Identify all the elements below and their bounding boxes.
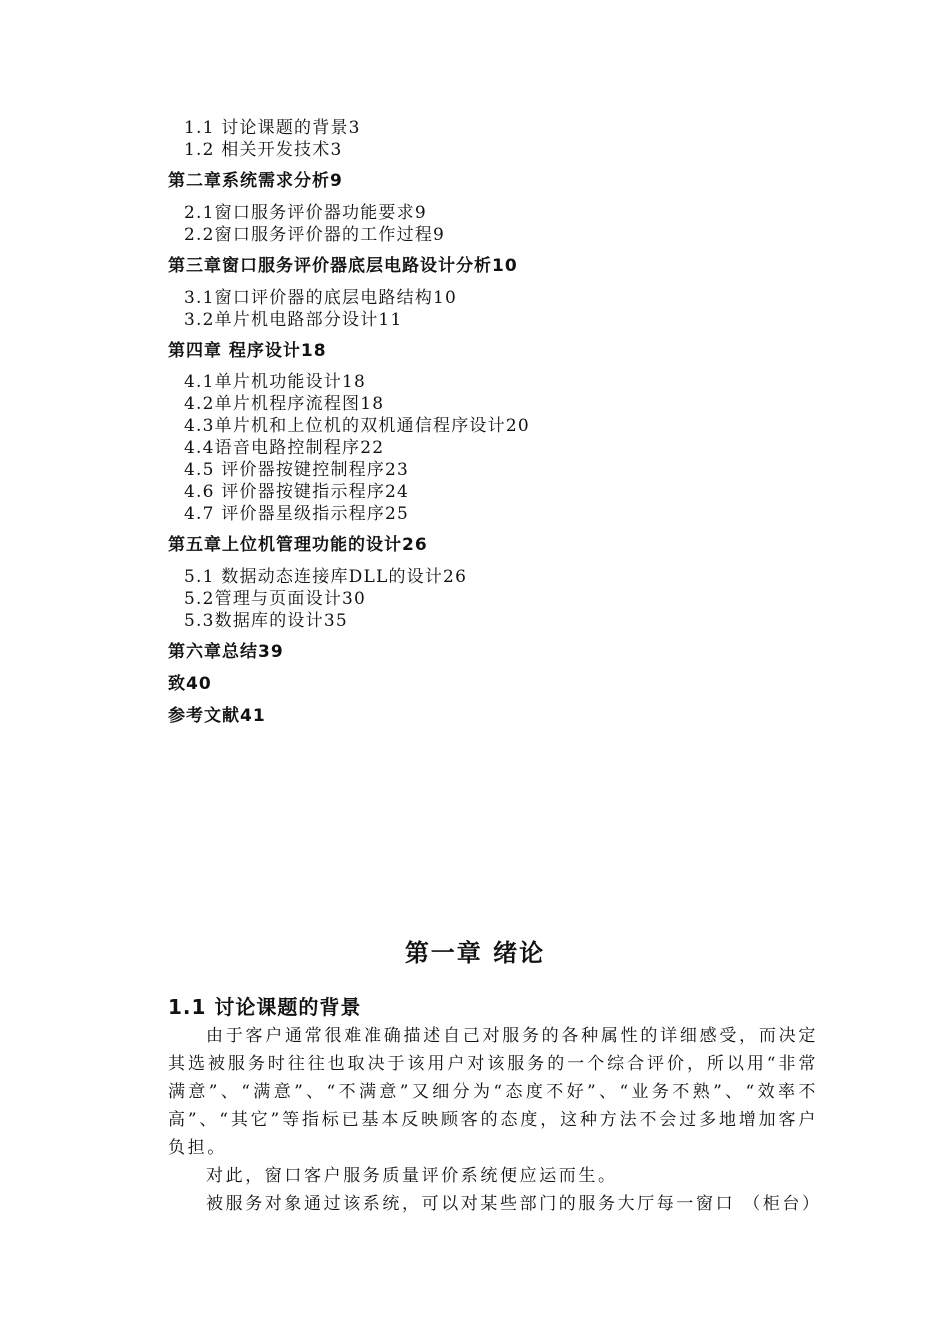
toc-entry-4-2[interactable]: 4.2单片机程序流程图18	[184, 394, 385, 414]
toc-entry-4-5[interactable]: 4.5 评价器按键控制程序23	[184, 460, 410, 480]
toc-entry-5-1[interactable]: 5.1 数据动态连接库DLL的设计26	[184, 567, 468, 587]
toc-entry-5-3[interactable]: 5.3数据库的设计35	[184, 611, 348, 631]
section-title: 1.1 讨论课题的背景	[168, 995, 362, 1019]
toc-entry-2-1[interactable]: 2.1窗口服务评价器功能要求9	[184, 203, 427, 223]
toc-entry-4-6[interactable]: 4.6 评价器按键指示程序24	[184, 482, 410, 502]
toc-chapter-5[interactable]: 第五章上位机管理功能的设计26	[168, 535, 428, 555]
paragraph: 对此，窗口客户服务质量评价系统便应运而生。	[206, 1166, 618, 1186]
toc-entry-4-1[interactable]: 4.1单片机功能设计18	[184, 372, 367, 392]
toc-entry-4-3[interactable]: 4.3单片机和上位机的双机通信程序设计20	[184, 416, 530, 436]
section-body	[168, 1022, 822, 1218]
toc-references[interactable]: 参考文献41	[168, 706, 266, 726]
toc-entry-5-2[interactable]: 5.2管理与页面设计30	[184, 589, 367, 609]
toc-chapter-4[interactable]: 第四章 程序设计18	[168, 341, 327, 361]
toc-chapter-2[interactable]: 第二章系统需求分析9	[168, 171, 343, 191]
toc-chapter-3[interactable]: 第三章窗口服务评价器底层电路设计分析10	[168, 256, 518, 276]
toc-entry-3-1[interactable]: 3.1窗口评价器的底层电路结构10	[184, 288, 458, 308]
toc-chapter-6[interactable]: 第六章总结39	[168, 642, 284, 662]
paragraph: 由于客户通常很难准确描述自己对服务的各种属性的详细感受，而决定其选被服务时往往也取决于该用户对该服务的一个综合评价，所以用“非常满意”、“满意”、“不满意”又细分为“态度不好”、“业务不熟”、“效率不高”、“其它”等指标已基本反映顾客的态度，这种方法不会过多地增加客户负担。	[168, 1026, 818, 1158]
toc-entry-1-1[interactable]: 1.1 讨论课题的背景3	[184, 118, 361, 138]
toc-entry-2-2[interactable]: 2.2窗口服务评价器的工作过程9	[184, 225, 446, 245]
toc-acknowledgement[interactable]: 致40	[168, 674, 212, 694]
toc-entry-4-4[interactable]: 4.4语音电路控制程序22	[184, 438, 385, 458]
paragraph: 被服务对象通过该系统，可以对某些部门的服务大厅每一窗口 （柜台）	[206, 1194, 822, 1214]
chapter-title: 第一章 绪论	[404, 939, 546, 967]
toc-entry-3-2[interactable]: 3.2单片机电路部分设计11	[184, 310, 403, 330]
toc-entry-4-7[interactable]: 4.7 评价器星级指示程序25	[184, 504, 410, 524]
toc-entry-1-2[interactable]: 1.2 相关开发技术3	[184, 140, 343, 160]
